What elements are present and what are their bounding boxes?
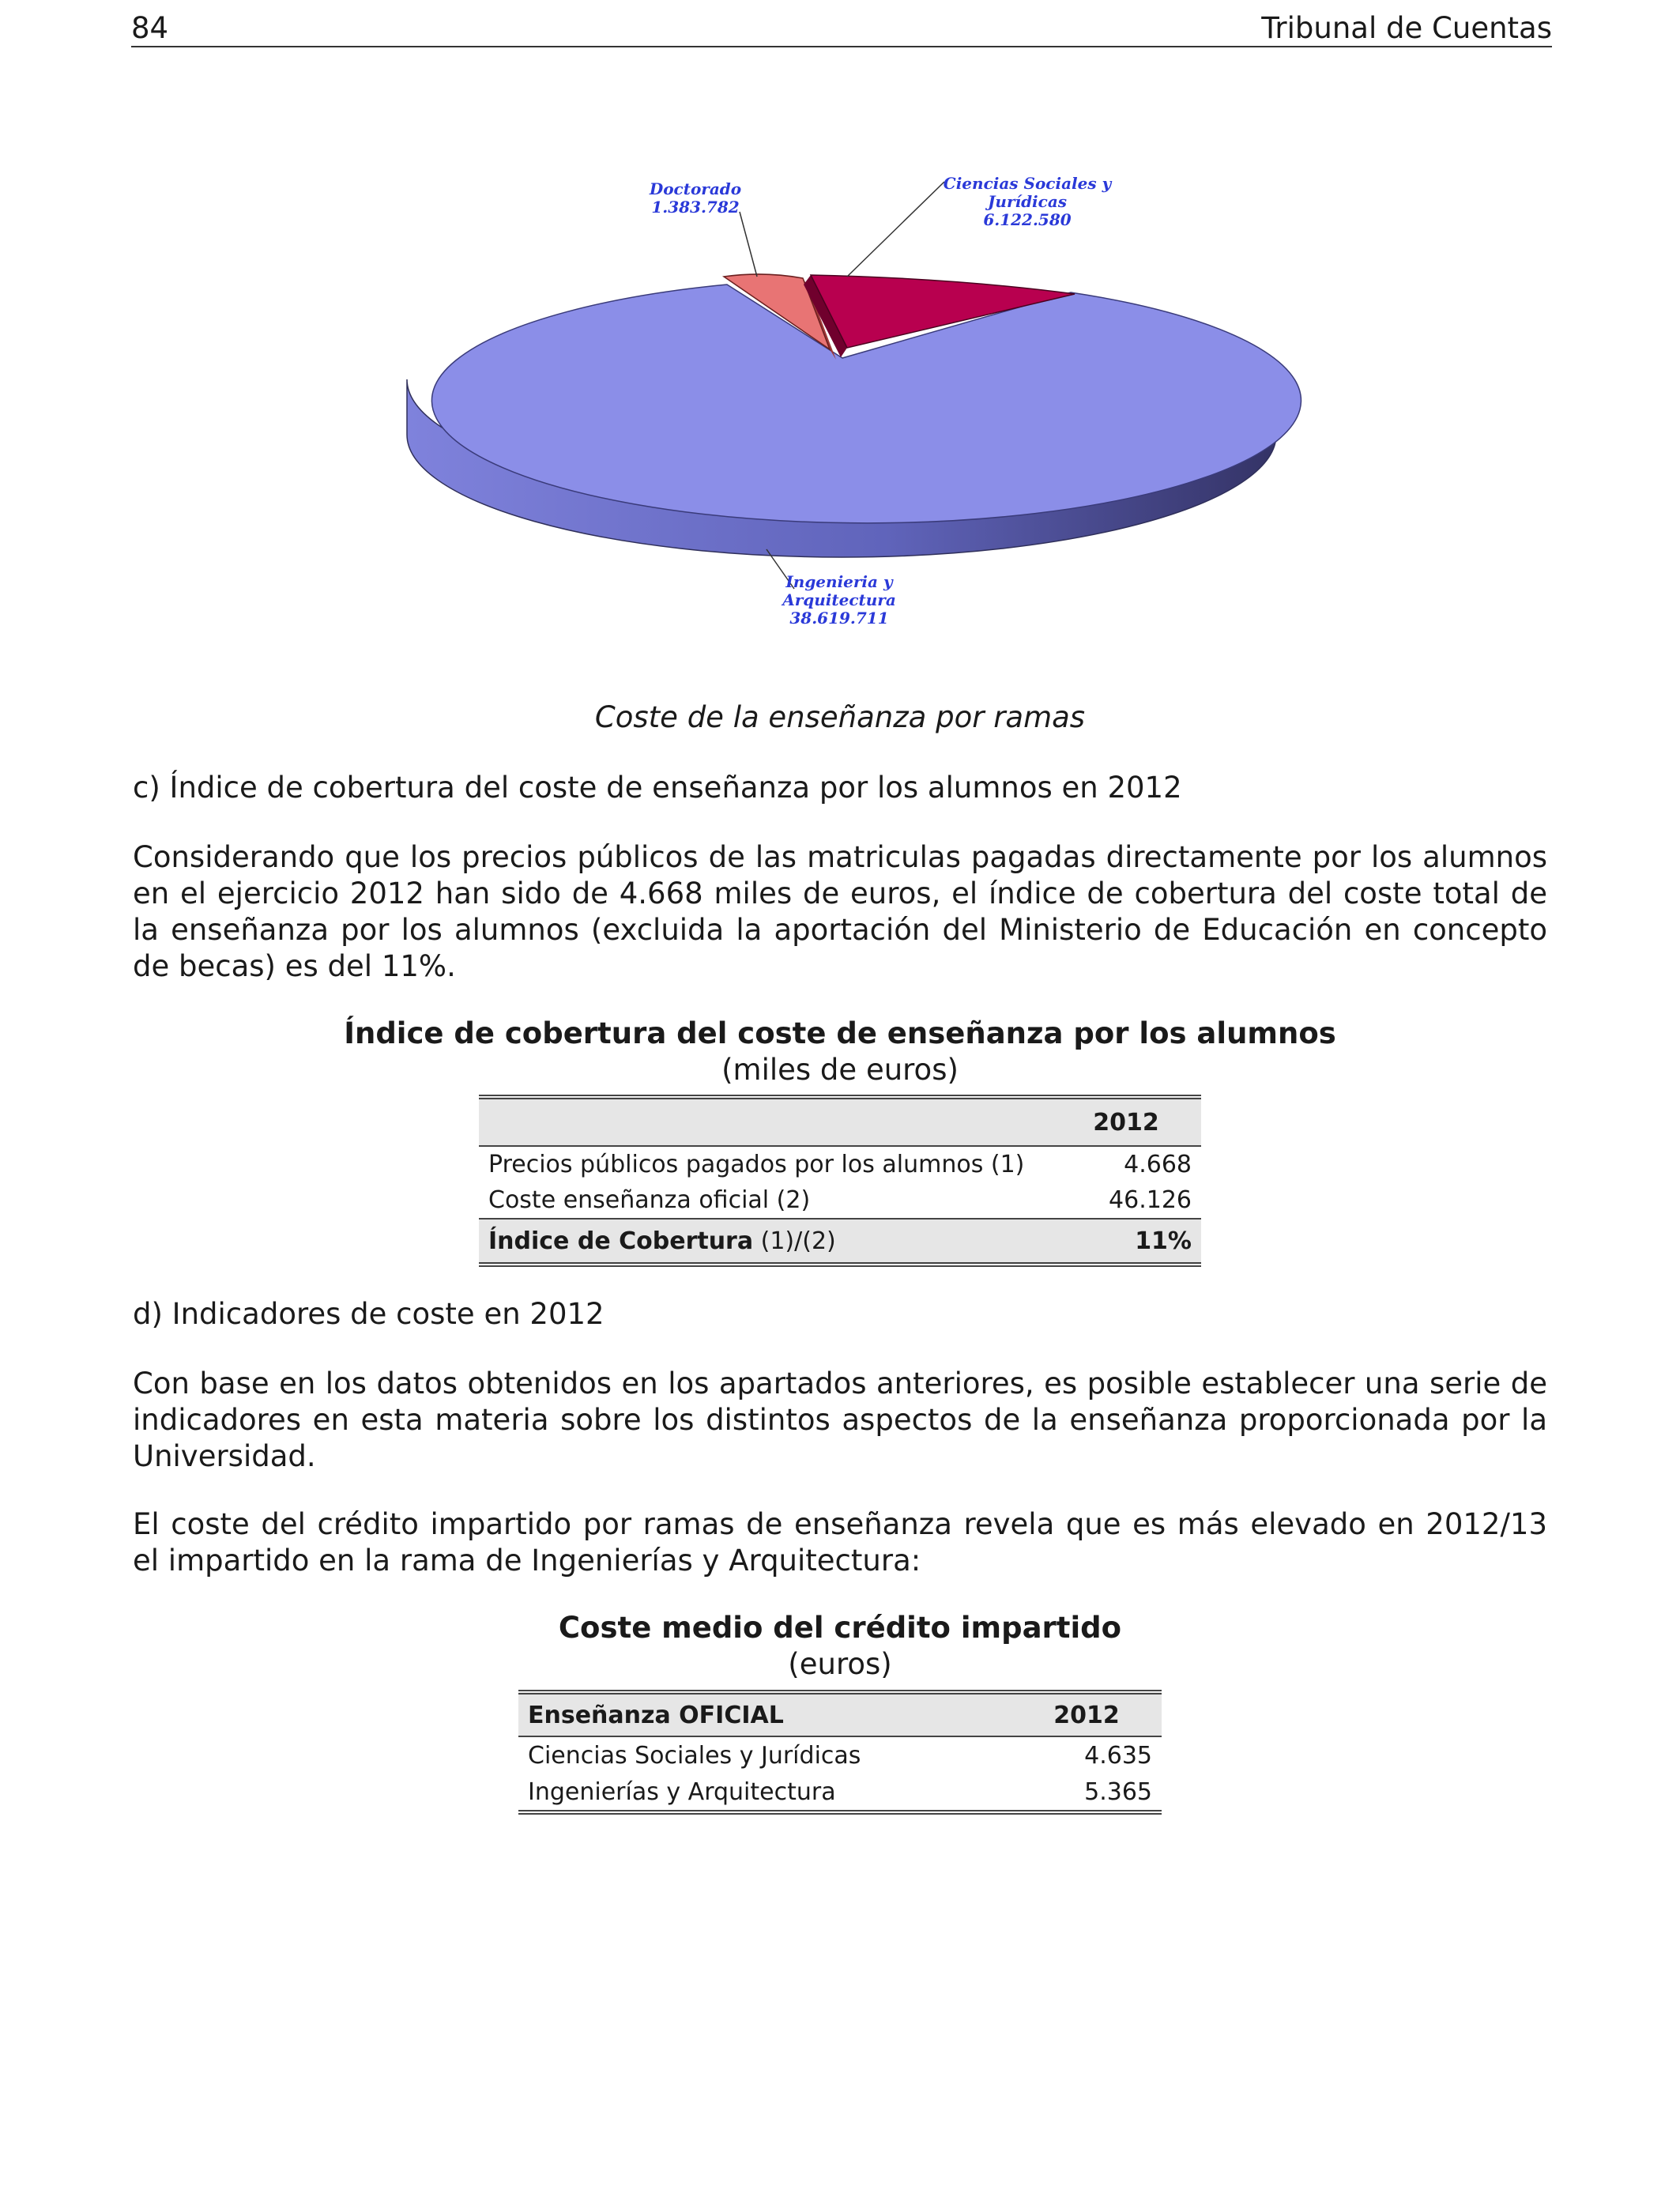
table-row xyxy=(479,1146,1201,1182)
table-row xyxy=(479,1182,1201,1219)
table2-col2-header: 2012 xyxy=(1053,1701,1120,1729)
table-row xyxy=(518,1774,1162,1812)
label-ccss-name-1: Ciencias Sociales y xyxy=(943,174,1112,193)
table2-row-value: 4.635 xyxy=(1084,1742,1152,1770)
table1-subtitle: (miles de euros) xyxy=(721,1053,959,1087)
table1-total-row xyxy=(479,1219,1201,1265)
table1-row-value: 4.668 xyxy=(1124,1151,1192,1178)
leader-doctorado xyxy=(740,212,757,277)
table1-row-label: Precios públicos pagados por los alumnos (1) xyxy=(488,1151,1025,1178)
chart-caption: Coste de la enseñanza por ramas xyxy=(594,700,1086,734)
table1-header-row xyxy=(479,1097,1201,1146)
page-header xyxy=(131,6,1552,47)
leader-ccss xyxy=(847,182,944,277)
label-ccss-name-2: Jurídicas xyxy=(987,192,1068,211)
table-row xyxy=(518,1736,1162,1774)
section-d-paragraph-1: Con base en los datos obtenidos en los apartados anteriores, es posible establecer una serie de indicadores en esta materia sobre los distintos aspectos de la enseñanza proporcionada por la Universidad. xyxy=(133,1367,1547,1473)
table2-subtitle: (euros) xyxy=(788,1647,892,1681)
table2-header-row xyxy=(518,1692,1162,1736)
table2-row-label: Ciencias Sociales y Jurídicas xyxy=(528,1742,861,1770)
header-title: Tribunal de Cuentas xyxy=(1261,11,1552,45)
table2-title: Coste medio del crédito impartido xyxy=(558,1611,1122,1645)
credit-cost-table xyxy=(518,1690,1162,1815)
coverage-table xyxy=(479,1095,1201,1267)
table1-year-header: 2012 xyxy=(1093,1108,1159,1137)
pie-chart xyxy=(348,150,1328,656)
label-ingenieria-name-2: Arquitectura xyxy=(782,590,896,609)
label-doctorado-value: 1.383.782 xyxy=(651,198,740,217)
table2-row-label: Ingenierías y Arquitectura xyxy=(528,1778,836,1806)
table2-col1-header: Enseñanza OFICIAL xyxy=(528,1701,784,1729)
table2-row-value: 5.365 xyxy=(1084,1778,1152,1806)
table1-total-value: 11% xyxy=(1135,1227,1192,1255)
table1-row-label: Coste enseñanza oficial (2) xyxy=(488,1186,811,1214)
table1-title: Índice de cobertura del coste de enseñanza por los alumnos xyxy=(344,1016,1336,1050)
table1-total-label: Índice de Cobertura (1)/(2) xyxy=(488,1227,836,1255)
section-c-paragraph: Considerando que los precios públicos de las matriculas pagadas directamente por los alumnos en el ejercicio 2012 han sido de 4.668 miles de euros, el índice de cobertura del coste total de la enseñanza por los alumnos (excluida la aportación del Ministerio de Educación en concepto de becas) es del 11%. xyxy=(133,840,1547,983)
page-number: 84 xyxy=(131,11,169,45)
table1-row-value: 46.126 xyxy=(1109,1186,1192,1214)
label-ccss-value: 6.122.580 xyxy=(983,210,1072,229)
section-c-heading: c) Índice de cobertura del coste de enseñanza por los alumnos en 2012 xyxy=(133,771,1182,805)
label-doctorado-name: Doctorado xyxy=(649,179,742,198)
label-ingenieria-name-1: Ingenieria y xyxy=(785,572,893,591)
section-d-heading: d) Indicadores de coste en 2012 xyxy=(133,1297,605,1331)
label-ingenieria-value: 38.619.711 xyxy=(789,609,889,628)
section-d-paragraph-2: El coste del crédito impartido por ramas de enseñanza revela que es más elevado en 2012/13 el impartido en la rama de Ingenierías y Arquitectura: xyxy=(133,1507,1547,1578)
